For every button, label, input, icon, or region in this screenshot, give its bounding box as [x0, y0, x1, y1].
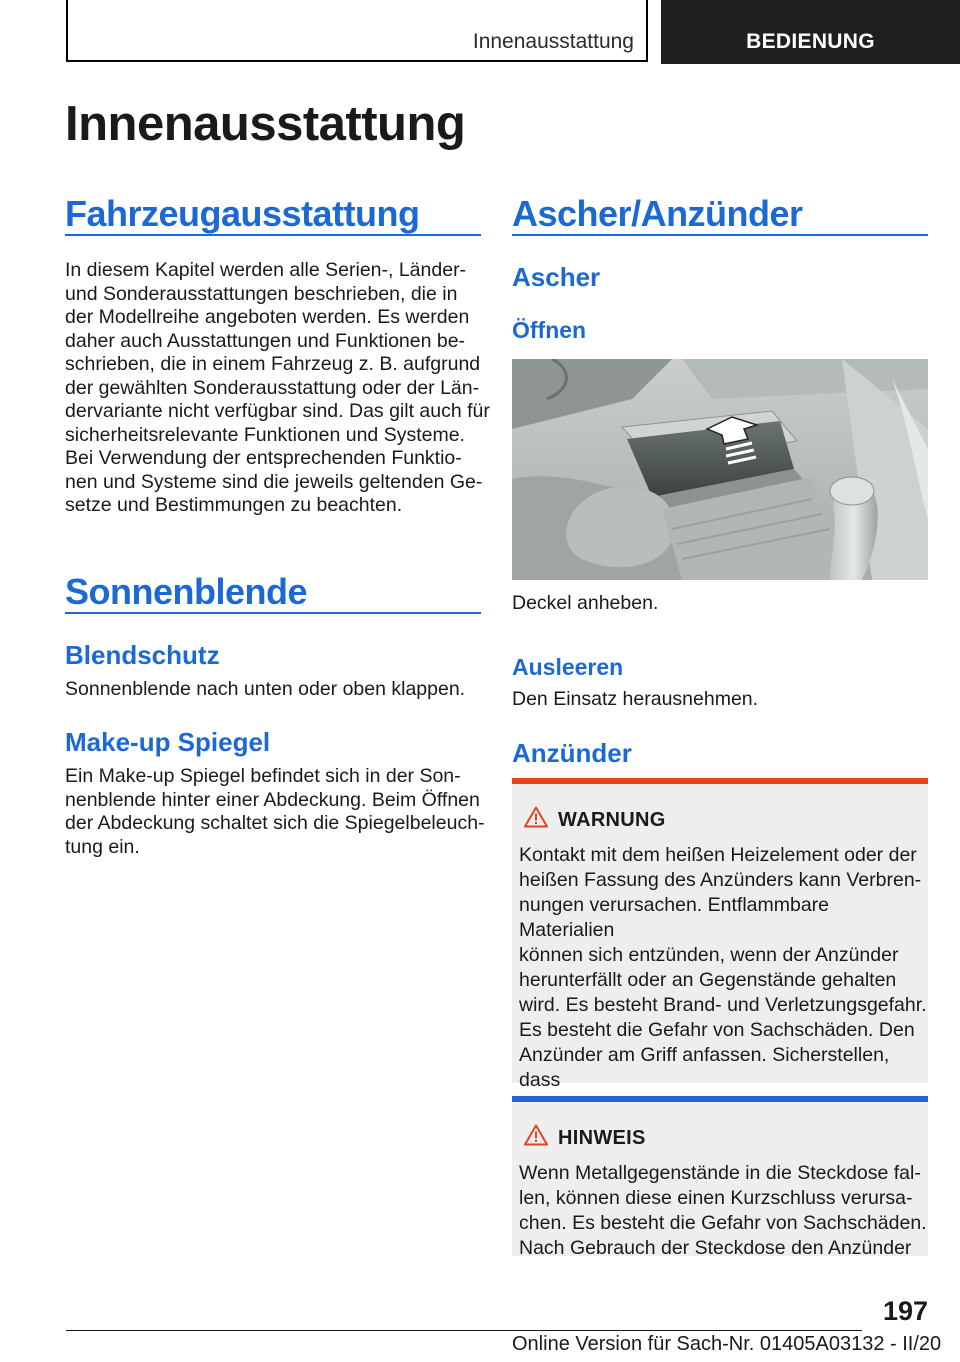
text-line: der Abdeckung schaltet sich die Spiegelbeleuch- — [65, 812, 485, 834]
header-section-tab — [661, 0, 960, 64]
text-line: können sich entzünden, wenn der Anzünder — [519, 944, 899, 966]
page-title: Innenausstattung — [65, 97, 466, 151]
ashtray-illustration-svg — [512, 359, 928, 580]
text-line: Ein Make-up Spiegel befindet sich in der Son- — [65, 765, 461, 787]
section-rule — [65, 234, 481, 236]
text-line: schrieben, die in einem Fahrzeug z. B. aufgrund — [65, 353, 481, 375]
note-text — [519, 1161, 929, 1261]
note-box — [512, 1096, 928, 1259]
subsection-title-anzuender: Anzünder — [512, 738, 632, 768]
subsection-title-ascher: Ascher — [512, 262, 601, 292]
ashtray-illustration — [512, 359, 928, 580]
text-line: heißen Fassung des Anzünders kann Verbren- — [519, 869, 922, 891]
warning-triangle-icon — [524, 806, 548, 833]
note-triangle-icon — [524, 1124, 548, 1151]
footer-rule — [66, 1330, 862, 1331]
text-line: In diesem Kapitel werden alle Serien-, Länder- — [65, 259, 467, 281]
text-line: nungen verursachen. Entflammbare Materialien — [519, 894, 830, 941]
paragraph-ausleeren: Den Einsatz herausnehmen. — [512, 688, 759, 710]
header-chapter-tab — [66, 0, 648, 62]
header-chapter-title: Innenausstattung — [472, 30, 634, 53]
subsection-title-make-up-spiegel: Make-up Spiegel — [65, 727, 271, 757]
text-line: dervariante nicht verfügbar sind. Das gilt auch für — [65, 400, 490, 422]
text-line: nen und Systeme sind die jeweils geltenden Ge- — [65, 470, 483, 493]
footer-text: Online Version für Sach-Nr. 01405A03132 - II/20 — [512, 1333, 942, 1355]
warning-text — [519, 843, 929, 1118]
section-title-sonnenblende: Sonnenblende — [65, 571, 308, 612]
text-line: tung ein. — [65, 835, 140, 858]
subheading-ausleeren: Ausleeren — [512, 654, 624, 680]
text-line: und Sonderausstattungen beschrieben, die in — [65, 282, 458, 305]
text-line: Es besteht die Gefahr von Sachschäden. Den — [519, 1019, 915, 1041]
text-line: der gewählten Sonderausstattung oder der Län- — [65, 376, 480, 399]
paragraph-make-up-spiegel — [65, 765, 495, 859]
section-title-ascher-anzuender: Ascher/Anzünder — [512, 193, 803, 234]
section-title-fahrzeugausstattung: Fahrzeugausstattung — [65, 193, 420, 234]
text-line: Bei Verwendung der entsprechenden Funktio- — [65, 447, 462, 469]
page-number: 197 — [882, 1296, 928, 1326]
text-line: wird. Es besteht Brand- und Verletzungsgefahr. — [519, 994, 927, 1016]
text-line: Anzünder am Griff anfassen. Sicherstellen, dass — [519, 1044, 890, 1091]
section-rule — [65, 612, 481, 614]
warning-label: WARNUNG — [558, 809, 666, 831]
warning-triangle-svg — [524, 806, 548, 828]
note-label: HINWEIS — [558, 1127, 646, 1149]
warning-box — [512, 778, 928, 1091]
text-line: sicherheitsrelevante Funktionen und Systeme. — [65, 423, 465, 446]
text-line: Nach Gebrauch der Steckdose den Anzünder — [519, 1237, 912, 1259]
text-line: len, können diese einen Kurzschluss verursa- — [519, 1187, 913, 1209]
text-line: Wenn Metallgegenstände in die Steckdose fal- — [519, 1162, 921, 1184]
text-line: Kontakt mit dem heißen Heizelement oder der — [519, 844, 917, 866]
note-triangle-svg — [524, 1124, 548, 1146]
text-line: setze und Bestimmungen zu beachten. — [65, 494, 403, 516]
header-section-title: BEDIENUNG — [746, 30, 875, 53]
text-line: daher auch Ausstattungen und Funktionen be- — [65, 329, 466, 352]
text-line: herunterfällt oder an Gegenstände gehalten — [519, 969, 897, 991]
subsection-title-blendschutz: Blendschutz — [65, 640, 220, 670]
text-line: chen. Es besteht die Gefahr von Sachschäden. — [519, 1212, 927, 1234]
paragraph-blendschutz: Sonnenblende nach unten oder oben klappen. — [65, 678, 466, 700]
text-line: nenblende hinter einer Abdeckung. Beim Öffnen — [65, 788, 480, 811]
paragraph-fahrzeugausstattung — [65, 259, 495, 518]
section-rule — [512, 234, 928, 236]
text-line: der Modellreihe angeboten werden. Es werden — [65, 306, 470, 328]
photo-caption: Deckel anheben. — [512, 592, 659, 614]
subheading-oeffnen: Öffnen — [512, 317, 587, 343]
